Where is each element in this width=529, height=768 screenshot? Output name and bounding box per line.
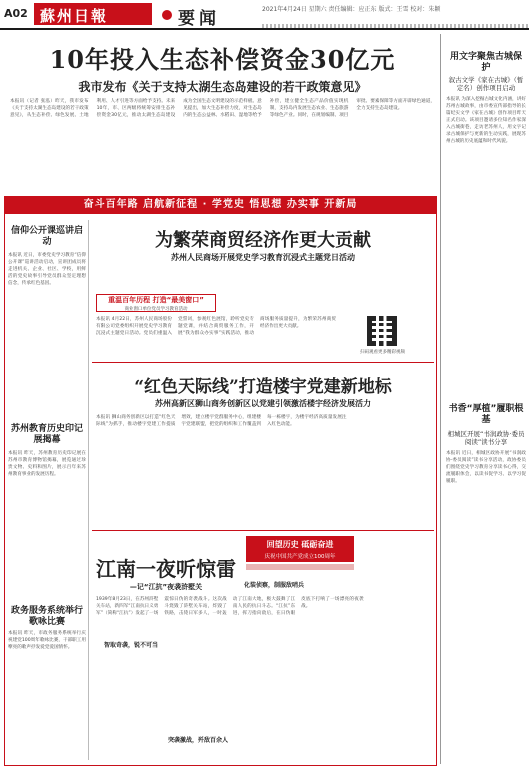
anniversary-tag-strip: [246, 564, 354, 570]
feature-subheadline: 苏州人民商场开展党史学习教育沉浸式主题党日活动: [171, 253, 355, 262]
brief-headline-3: 政务服务系统举行歌咏比赛: [10, 606, 83, 627]
sidebar-subheadline: 叙古文学《家在古城》（暂定名）创作项目启动: [448, 76, 524, 92]
lead-body: 本报讯（记者 张泓）昨天，我市发布《关于支持太湖生态岛建设的若干政策意见》，从生态补偿、绿色发展、土地利用、人才引进等方面给予支持。未来10年，市、区两级将统筹安排生态补偿资金30亿元，推动太湖生态岛建设成为全国生态文明建设的示范样板。意见提出，加大生态补偿力度，对生态岛内的生态公益林、水稻田、湿地等给予补偿，建立健全生态产品价值实现机制，支持岛内发展生态农业、生态旅游等绿色产业。同时，在规划编制、项目审批、要素保障等方面开辟绿色通道，全力支持生态岛建设。: [10, 99, 435, 118]
anniversary-tag: [246, 536, 354, 562]
feature-body: 本报讯 4月22日，苏州人民商场股份有限公司党委组织开展党史学习教育沉浸式主题党日活动。党员们重温入党誓词，参观红色展馆，聆听党史专题党课，并结合商贸服务工作，开展“我为群众办实事”实践活动，推动商场服务质量提升，为繁荣苏州商贸经济作出更大贡献。: [96, 317, 336, 336]
sidebar-headline-2: 书香“厚植”履职根基: [448, 404, 524, 425]
feature-headline: 为繁荣商贸经济作更大贡献: [155, 230, 371, 251]
header-rule: [262, 24, 529, 28]
sidebar-headline: 用文字聚焦古城保护: [449, 52, 522, 73]
second-subheadline: 苏州高新区狮山商务创新区以党建引领激活楼宇经济发展活力: [155, 399, 371, 408]
issue-info: 2021年4月24日 星期六 责任编辑：应正东 版式：王雪 校对：朱颖: [262, 6, 441, 13]
qr-caption: 扫码观看更多精彩视频: [360, 350, 405, 355]
sidebar-rule: [440, 34, 441, 764]
brief-body-3: 本报讯 昨天，市政务服务系统举行庆祝建党100周年歌咏比赛，干部职工用嘹亮的歌声抒发爱党爱国情怀。: [8, 631, 86, 650]
brief-body-1: 本报讯 近日，市委党史学习教育“信仰公开课”巡讲活动启动，宣讲团成员将走进机关、企业、社区、学校，用鲜活的党史故事引导党员群众坚定理想信念，传承红色基因。: [8, 253, 86, 286]
feature-banner: 奋斗百年路 启航新征程 · 学党史 悟思想 办实事 开新局: [4, 196, 437, 214]
sidebar-subheadline-2: 相城区开展“书润政协·委员阅读”读书分享: [447, 430, 525, 446]
history-subheadline: —记“江抗”夜袭浒墅关: [129, 583, 203, 591]
history-subhead-2: 智取奇袭，锐不可当: [104, 642, 159, 649]
anniversary-tag-title: 回望历史 砥砺奋进: [266, 540, 334, 549]
deck-subtitle: 商业窗口单位党员学习教育活动: [124, 307, 188, 312]
feature-divider-2: [92, 530, 434, 531]
newspaper-logo: 蘇州日報: [34, 3, 152, 25]
second-headline: “红色天际线”打造楼宇党建新地标: [134, 377, 392, 397]
lead-subheadline: 我市发布《关于支持太湖生态岛建设的若干政策意见》: [78, 80, 367, 94]
history-body: 1939年8月23日，在苏州浒墅关车站，新四军“江南抗日义勇军”（简称“江抗”）发起了一场震惊日伪的奇袭战斗。这次战斗烧毁了浒墅关车站，炸毁了铁路，击毙日军多人，一时轰动了江南大地，极大鼓舞了江南人民的抗日斗志。“江抗”东进，挥刀指向敌后，在日伪眼皮底下打响了一场漂亮的夜袭战。: [96, 597, 364, 616]
lead-headline: 10年投入生态补偿资金30亿元: [49, 45, 396, 74]
section-title: 要闻: [178, 9, 220, 29]
history-subhead-1: 化装侦察，制服敌哨兵: [244, 582, 305, 589]
second-body: 本报讯 狮山商务创新区以打造“红色天际线”为抓手，推动楼宇党建工作提质增效，建立楼宇党群服务中心，组建楼宇党建联盟，把党的组织和工作覆盖到每一栋楼宇，为楼宇经济高质量发展注入红色动能。: [96, 415, 347, 427]
section-dot-icon: [162, 10, 172, 20]
qr-code[interactable]: [367, 316, 397, 346]
anniversary-tag-subtitle: 庆祝中国共产党成立100周年: [264, 554, 336, 560]
brief-headline-2: 苏州教育历史印记展揭幕: [10, 424, 83, 445]
deck-title: 重温百年历程 打造“最美窗口”: [108, 296, 204, 304]
column-rule: [88, 220, 89, 760]
feature-divider-1: [92, 362, 434, 363]
brief-body-2: 本报讯 昨天，苏州教育历史印记展在苏州市教育博物馆揭幕，展览通过珍贵文物、史料和图片，展示百年来苏州教育事业的发展历程。: [8, 451, 86, 477]
page-number: A02: [4, 7, 28, 20]
sidebar-body: 本报讯 为深入挖掘古城文化内涵，讲好苏州古城故事，由市委宣传部指导的长篇纪实文学《家在古城》创作项目昨天正式启动。该项目邀请多位知名作家深入古城街巷，走访老苏州人，用文字记录古城保护与更新的生动实践，展现苏州古城的历史底蕴和时代风貌。: [446, 97, 526, 144]
history-subhead-3: 突袭激战，歼敌百余人: [168, 737, 229, 744]
sidebar-body-2: 本报讯 近日，相城区政协开展“书润政协·委员阅读”读书分享活动，政协委员们围绕党史学习教育分享读书心得，交流履职体会，以读书促学习、以学习促履职。: [446, 451, 526, 484]
history-headline: 江南一夜听惊雷: [96, 557, 236, 581]
brief-headline-1: 信仰公开课巡讲启动: [10, 226, 83, 247]
masthead: [0, 0, 529, 30]
feature-deck: [96, 294, 216, 312]
